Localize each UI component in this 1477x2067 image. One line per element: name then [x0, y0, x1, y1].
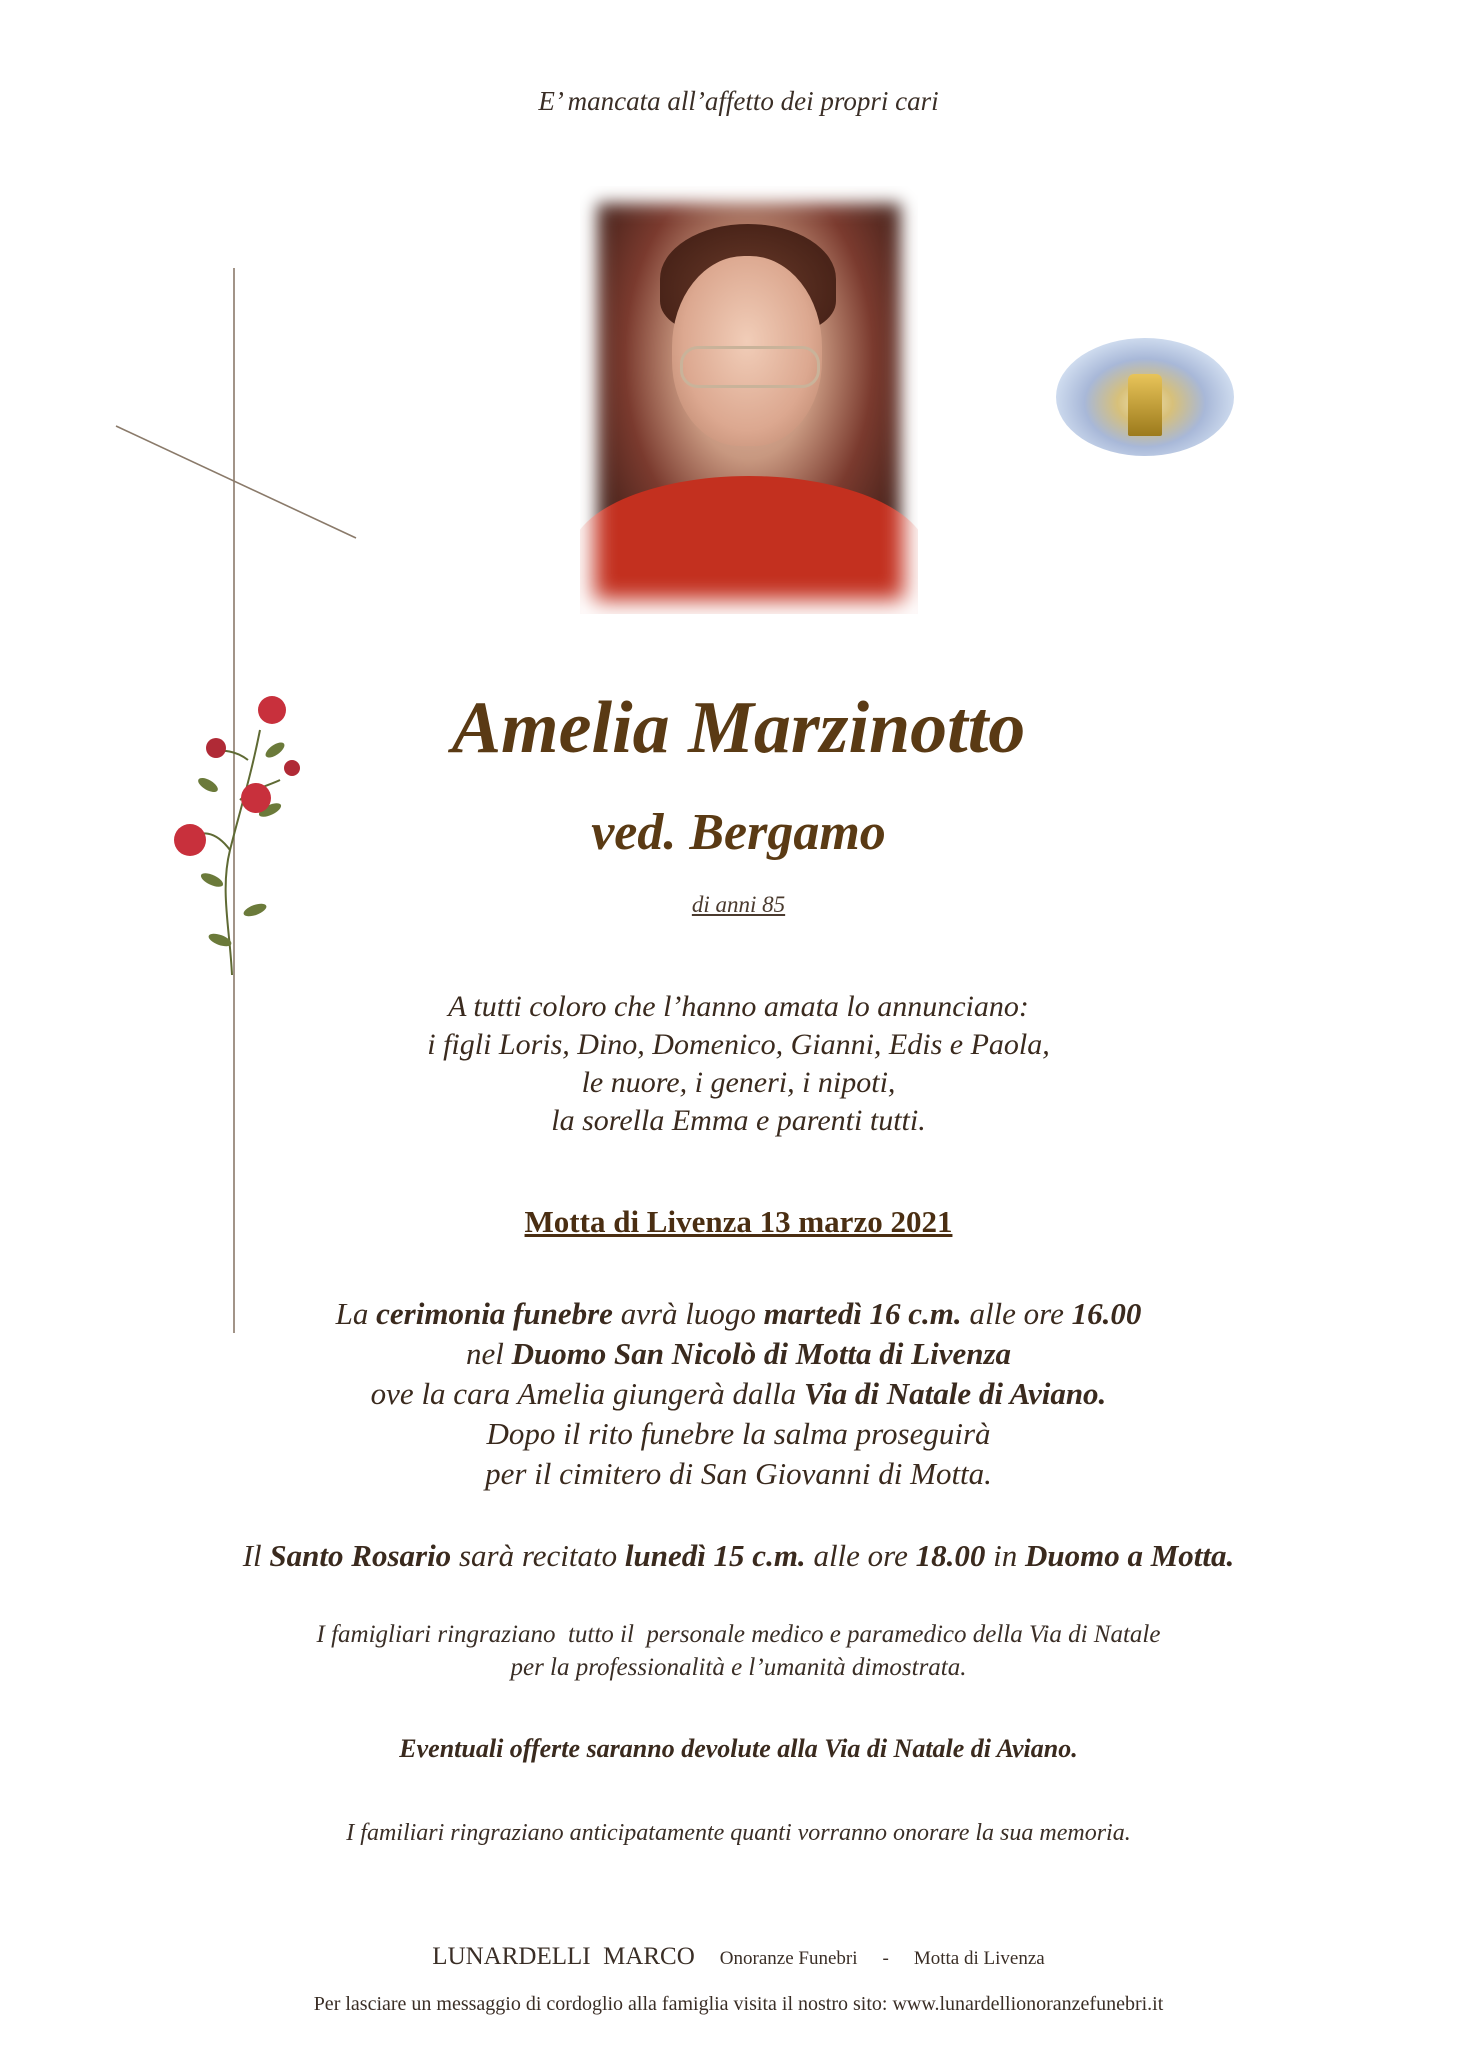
ceremony-line-4: Dopo il rito funebre la salma proseguirà	[486, 1416, 991, 1451]
footer-company	[0, 1943, 1477, 1971]
intro-text: E’ mancata all’affetto dei propri cari	[538, 86, 939, 116]
service-text: Onoranze Funebri	[719, 1948, 858, 1969]
footer-town: Motta di Livenza	[913, 1948, 1045, 1969]
deceased-name: Amelia Marzinotto	[451, 687, 1026, 769]
company-name: LUNARDELLI MARCO	[432, 1943, 695, 1970]
announcement-line: A tutti coloro che l’hanno amata lo annunciano:	[448, 990, 1029, 1023]
announcement-line: la sorella Emma e parenti tutti.	[551, 1104, 926, 1137]
thanks-staff-line: I famigliari ringraziano tutto il personale medico e paramedico della Via di Natale	[316, 1621, 1161, 1648]
announcement-block	[0, 988, 1477, 1140]
ceremony-line-5: per il cimitero di San Giovanni di Motta.	[485, 1456, 992, 1491]
footer-separator: -	[882, 1948, 889, 1969]
offerings-text: Eventuali offerte saranno devolute alla Via di Natale di Aviano.	[399, 1734, 1078, 1763]
ceremony-line-2: nel Duomo San Nicolò di Motta di Livenza	[465, 1336, 1012, 1371]
deceased-photo	[580, 186, 918, 614]
ceremony-block	[0, 1294, 1477, 1494]
thanks-staff-line: per la professionalità e l’umanità dimostrata.	[510, 1654, 967, 1681]
ceremony-line-1: La cerimonia funebre avrà luogo martedì 16 c.m. alle ore 16.00	[335, 1296, 1142, 1331]
thanks-all: I familiari ringraziano anticipatamente quanti vorranno onorare la sua memoria.	[346, 1820, 1131, 1846]
angels-reliquary-icon	[1056, 338, 1234, 456]
rosary-line: Il Santo Rosario sarà recitato lunedì 15 c.m. alle ore 18.00 in Duomo a Motta.	[242, 1538, 1235, 1573]
thanks-staff	[0, 1618, 1477, 1684]
footer-message: Per lasciare un messaggio di cordoglio alla famiglia visita il nostro sito: www.lunardellionoranzefunebri.it	[313, 1993, 1164, 2015]
announcement-line: le nuore, i generi, i nipoti,	[581, 1066, 896, 1099]
place-date: Motta di Livenza 13 marzo 2021	[524, 1204, 953, 1239]
age-text: di anni 85	[691, 892, 786, 917]
announcement-line: i figli Loris, Dino, Domenico, Gianni, Edis e Paola,	[427, 1028, 1050, 1061]
ceremony-line-3: ove la cara Amelia giungerà dalla Via di Natale di Aviano.	[370, 1376, 1107, 1411]
widow-of: ved. Bergamo	[591, 804, 886, 861]
